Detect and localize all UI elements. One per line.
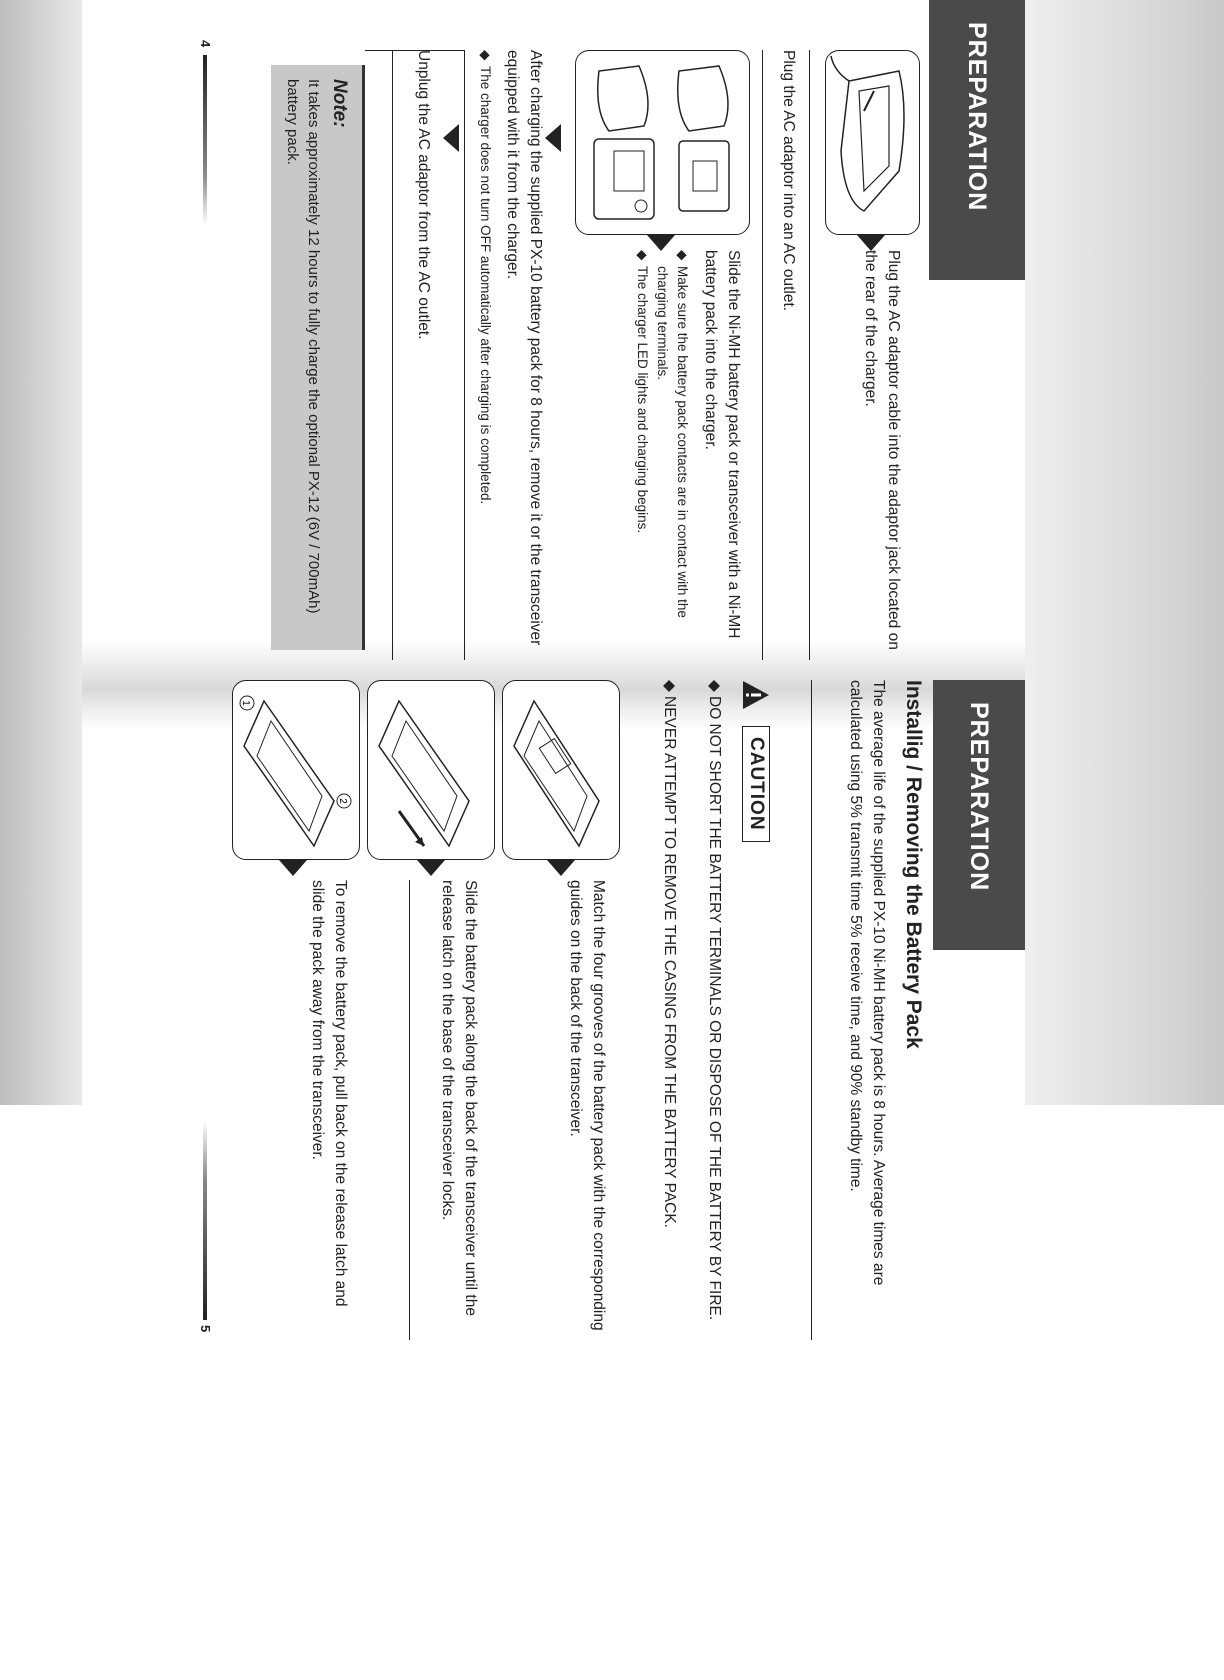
warning-icon [742,680,770,710]
transceiver-illustration [367,681,494,860]
page-5 [82,680,1025,1340]
divider [762,50,763,660]
caution-text: DO NOT SHORT THE BATTERY TERMINALS OR DISPOSE OF THE BATTERY BY FIRE. [706,696,723,1321]
figure-mark-2: 2 [337,798,348,804]
caution-item-1 [703,680,725,1340]
step-1-text: Plug the AC adaptor cable into the adaptor jack located on the rear of the charger. [861,250,902,650]
divider [811,680,812,1340]
section-title: Installig / Removing the Battery Pack [902,680,925,1049]
step-pointer [417,860,445,876]
spread-content [82,0,1025,1340]
battery-slide-image [367,680,495,860]
bullet-icon: ◆ [661,680,678,692]
step-pointer [279,860,307,876]
header-tab: PREPARATION [933,680,1025,950]
step-3-text: Slide the Ni-MH battery pack or transceiver with a Ni-MH battery pack into the charger. [701,250,742,639]
page-number: 4 [198,40,213,48]
rotated-spread [82,0,1025,1340]
step-b-text: Slide the battery pack along the back of the transceiver until the release latch on the base of the transceiver locks. [438,880,479,1316]
step-2-text: Plug the AC adaptor into an AC outlet. [780,50,797,312]
page-4 [82,0,1025,660]
bullet-text: Make sure the battery pack contacts are in contact with the charging terminals. [655,266,690,618]
step-a-text: Match the four grooves of the battery pack with the corresponding guides on the back of the transceiver. [566,880,607,1331]
step-4-text: After charging the supplied PX-10 battery pack for 8 hours, remove it or the transceiver equipped with it from the charger. [503,50,544,646]
scan-shadow-right [1025,0,1224,1105]
step-pointer [443,124,459,152]
step-5-text: Unplug the AC adaptor from the AC outlet. [415,50,432,340]
transceiver-illustration [232,681,359,860]
scan-shadow-left [0,0,82,1105]
step-pointer [547,860,575,876]
note-box [271,65,365,650]
battery-match-image [502,680,620,860]
divider [464,50,465,660]
divider [809,50,810,660]
bullet-icon: ◆ [478,50,493,61]
divider [392,50,393,660]
bullet-text: The charger LED lights and charging begins. [635,266,650,534]
header-tab: PREPARATION [929,0,1025,280]
intro-text: The average life of the supplied PX-10 Ni-MH battery pack is 8 hours. Average times are calculated using 5% transmit time 5% receive time, and 90% standby time. [846,680,887,1286]
step-4-bullet-1 [475,50,495,676]
charger-illustration [825,51,919,235]
caution-text: NEVER ATTEMPT TO REMOVE THE CASING FROM THE BATTERY PACK. [661,696,678,1228]
bullet-icon: ◆ [675,250,690,261]
bullet-icon: ◆ [706,680,723,692]
note-text: It takes approximately 12 hours to fully charge the optional PX-12 (6V / 700mAh) battery pack. [284,79,322,614]
step-c-text: To remove the battery pack, pull back on the release latch and slide the pack away from the transceiver. [308,880,349,1307]
divider [409,880,410,1340]
page-number: 5 [198,1325,213,1333]
step-3-bullet-1 [653,250,692,656]
transceiver-illustration [502,681,619,860]
step-pointer [857,235,885,251]
page-number-bar [203,55,207,225]
bullet-text: The charger does not turn OFF automatically after charging is completed. [478,66,493,505]
figure-mark-1: 1 [240,700,251,706]
step-pointer [647,235,675,251]
step-pointer [545,124,561,152]
caution-item-2 [658,680,680,1340]
page-number-bar [203,1120,207,1320]
note-title: Note: [329,79,350,128]
battery-charger-illustration [575,51,749,235]
bullet-icon: ◆ [635,250,650,261]
battery-remove-image [232,680,360,860]
charger-image [825,50,920,235]
caution-label: CAUTION [742,726,770,842]
battery-charger-image [575,50,750,235]
step-3-bullet-2 [632,250,652,676]
